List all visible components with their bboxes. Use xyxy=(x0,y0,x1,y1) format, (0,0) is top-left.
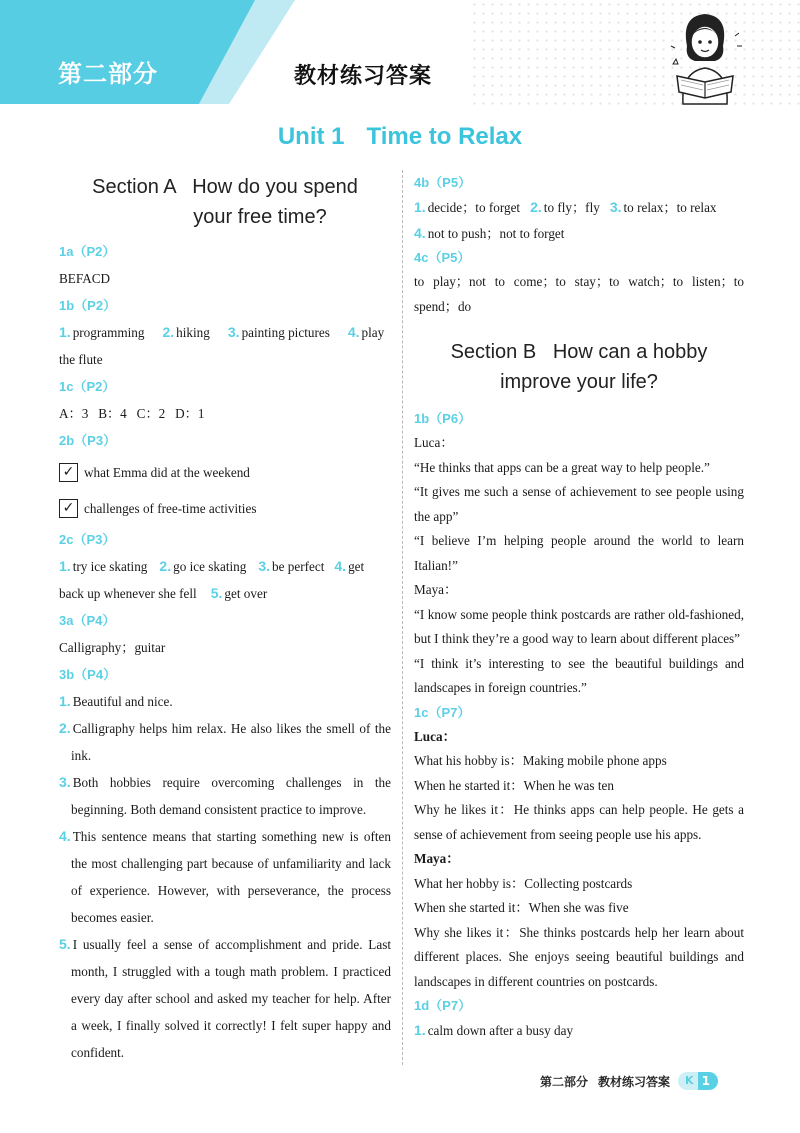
item-number: 2. xyxy=(162,324,175,340)
answer-item xyxy=(530,200,600,215)
q1b-p6-label: 1b（P6） xyxy=(414,411,472,426)
item-number: 1. xyxy=(59,558,71,574)
dot-pattern xyxy=(470,0,800,105)
check-item xyxy=(59,454,391,490)
answer-item xyxy=(59,553,147,580)
item-text: This sentence means that starting something new is often the most challenging part because of unfamiliarity and lack of experience. However, with perseverance, the process becomes easier. xyxy=(71,829,391,925)
item-number: 3. xyxy=(258,558,271,574)
item-number: 1. xyxy=(59,693,71,709)
answer-item xyxy=(59,319,144,346)
section-a-title xyxy=(59,172,391,232)
item-text: back up whenever she fell xyxy=(59,586,197,601)
section-a-title-line1: Section A How do you spend xyxy=(92,176,358,198)
check-item-text: challenges of free-time activities xyxy=(84,500,257,516)
part-label: 第二部分 xyxy=(58,60,158,88)
item-text: programming xyxy=(72,325,145,340)
item-number: 2. xyxy=(530,199,542,215)
q1a-label: 1a（P2） xyxy=(59,244,116,259)
answer-item xyxy=(334,559,364,574)
footer-part: 第二部分 xyxy=(540,1074,589,1089)
q3b-answer-4 xyxy=(59,823,391,931)
right-column xyxy=(414,170,744,1044)
section-b-title-line1: Section B How can a hobby xyxy=(450,341,708,363)
answer-item xyxy=(228,319,330,346)
checkbox-checked: ✓ xyxy=(59,499,78,518)
checkbox-checked: ✓ xyxy=(59,463,78,482)
q1b-answers xyxy=(59,319,391,346)
quote: “I know some people think postcards are rather old-fashioned, but I think they’re a good way to learn about different places” xyxy=(414,606,744,646)
unit-number: Unit 1 xyxy=(277,123,345,150)
section-b-title-line2: improve your life? xyxy=(500,371,658,393)
section-b-title xyxy=(414,337,744,397)
item-text: get xyxy=(348,559,365,574)
item-number: 3. xyxy=(59,774,71,790)
answer-item xyxy=(610,200,717,215)
speaker-luca: Luca： xyxy=(414,435,454,450)
q2c-answers xyxy=(59,553,391,580)
item-number: 3. xyxy=(227,324,240,340)
quote: “He thinks that apps can be a great way to help people.” xyxy=(414,459,710,475)
item-number: 4. xyxy=(59,828,71,844)
item-number: 5. xyxy=(59,936,71,952)
page-number: 1 xyxy=(698,1072,718,1090)
column-divider xyxy=(402,170,403,1065)
item-text: play xyxy=(361,325,385,340)
section-a-column xyxy=(59,172,391,1066)
q4c-answer: to play；not to come；to stay；to watch；to listen；to spend；do xyxy=(414,274,744,314)
q4b-answers xyxy=(414,195,744,221)
answer-item xyxy=(348,325,384,340)
reading-girl-illustration xyxy=(665,6,745,106)
answer-item xyxy=(414,200,520,215)
q3b-label: 3b（P4） xyxy=(59,667,117,682)
page-footer xyxy=(540,1071,718,1091)
q3b-answer-1 xyxy=(59,688,391,715)
q3b-answer-5 xyxy=(59,931,391,1066)
q3b-answer-3 xyxy=(59,769,391,823)
item-number: 1. xyxy=(59,324,71,340)
q1c-answer: A：3 B：4 C：2 D：1 xyxy=(59,406,205,421)
section-a-title-line2: your free time? xyxy=(193,206,327,228)
item-text: to relax；to relax xyxy=(623,200,717,215)
detail-line: Why he likes it：He thinks apps can help people. He gets a sense of achievement from seeing people use his apps. xyxy=(414,802,744,842)
q4b-answers-line2 xyxy=(414,221,744,247)
speaker-maya: Maya： xyxy=(414,582,458,597)
q1c-p7-label: 1c（P7） xyxy=(414,704,471,720)
item-text: Beautiful and nice. xyxy=(72,694,173,709)
item-text: calm down after a busy day xyxy=(427,1023,574,1038)
item-text: to fly；fly xyxy=(543,200,600,215)
detail-line: When she started it：When she was five xyxy=(414,900,629,915)
q1d-answer xyxy=(414,1018,744,1044)
detail-line: What his hobby is：Making mobile phone apps xyxy=(414,753,667,768)
item-number: 3. xyxy=(609,199,622,215)
page-number-badge xyxy=(678,1072,718,1090)
quote: “It gives me such a sense of achievement to see people using the app” xyxy=(414,484,744,524)
item-text: try ice skating xyxy=(72,559,148,574)
q1a-answer: BEFACD xyxy=(59,271,111,286)
detail-line: When he started it：When he was ten xyxy=(414,777,614,793)
unit-name: Time to Relax xyxy=(366,123,523,150)
item-text: decide；to forget xyxy=(427,200,521,215)
check-item xyxy=(59,490,391,526)
item-number: 4. xyxy=(414,224,426,241)
item-number: 1. xyxy=(414,199,426,215)
detail-line: Why she likes it：She thinks postcards help her learn about different places. She enjoys seeing beautiful buildings and landscapes in different countries on postcards. xyxy=(414,924,744,989)
item-text: Both hobbies require overcoming challenges in the beginning. Both demand consistent practice to improve. xyxy=(71,775,391,817)
item-text: painting pictures xyxy=(241,325,330,340)
q3b-answer-2 xyxy=(59,715,391,769)
check-item-text: what Emma did at the weekend xyxy=(84,464,250,480)
item-number: 2. xyxy=(59,720,71,736)
unit-title xyxy=(0,123,800,151)
q4b-label: 4b（P5） xyxy=(414,175,472,190)
item-text: I usually feel a sense of accomplishment and pride. Last month, I struggled with a tough math problem. I practiced every day after school and asked my teacher for help. After a week, I finally solved it correctly! I felt super happy and confident. xyxy=(71,937,391,1060)
q1c-label: 1c（P2） xyxy=(59,379,116,394)
item-text: get over xyxy=(224,586,268,601)
detail-line: What her hobby is：Collecting postcards xyxy=(414,875,633,891)
item-number: 5. xyxy=(210,585,223,601)
header-title: 教材练习答案 xyxy=(294,64,433,89)
footer-title: 教材练习答案 xyxy=(598,1074,671,1089)
quote: “I think it’s interesting to see the beautiful buildings and landscapes in foreign countries.” xyxy=(414,655,744,695)
q2c-label: 2c（P3） xyxy=(59,532,116,547)
q1d-label: 1d（P7） xyxy=(414,998,472,1013)
item-number: 1. xyxy=(414,1022,426,1038)
q1b-label: 1b（P2） xyxy=(59,298,117,313)
page-header xyxy=(0,0,800,110)
item-text: not to push；not to forget xyxy=(427,225,565,241)
q1b-wrap: the flute xyxy=(59,352,103,367)
quote: “I believe I’m helping people around the world to learn Italian!” xyxy=(414,533,744,573)
answer-item xyxy=(258,553,324,580)
answer-item xyxy=(159,553,246,580)
speaker-maya: Maya： xyxy=(414,851,460,866)
speaker-luca: Luca： xyxy=(414,728,456,744)
item-text: hiking xyxy=(176,325,210,340)
item-number: 4. xyxy=(347,324,360,340)
q3a-answer: Calligraphy；guitar xyxy=(59,640,166,655)
q2b-label: 2b（P3） xyxy=(59,433,117,448)
item-text: go ice skating xyxy=(173,559,247,574)
answer-item xyxy=(162,319,209,346)
item-number: 4. xyxy=(334,558,347,574)
item-text: be perfect xyxy=(272,559,325,574)
q3a-label: 3a（P4） xyxy=(59,613,116,628)
item-text: Calligraphy helps him relax. He also likes the smell of the ink. xyxy=(71,721,391,763)
q2c-wrap xyxy=(59,580,391,607)
item-number: 2. xyxy=(159,558,172,574)
badge-letter: K xyxy=(678,1072,698,1090)
q4c-label: 4c（P5） xyxy=(414,250,471,265)
